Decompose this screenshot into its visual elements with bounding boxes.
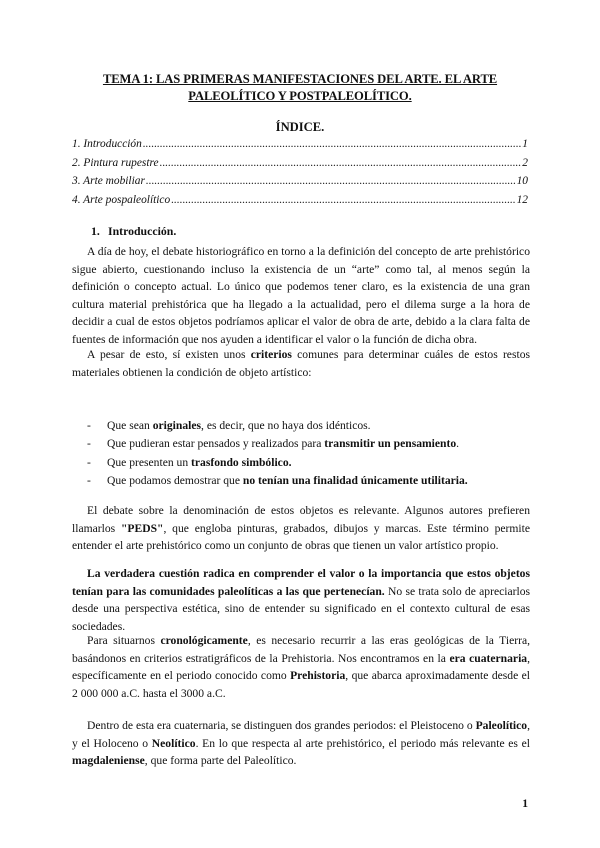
section-heading: [91, 224, 176, 239]
toc-leader-dots: [171, 194, 515, 206]
toc-leader-dots: [146, 175, 516, 187]
criteria-list: [72, 419, 530, 493]
toc-entry-label: 3. Arte mobiliar: [72, 175, 145, 188]
toc-leader-dots: [143, 138, 521, 150]
paragraph-value: La verdadera cuestión radica en comprender el valor o la importancia que estos objetos tenían para las comunidades paleolíticas a las que pertenecían. No se trata solo de apreciarlos desde una perspectiva estética, sino de entender su significado en el contexto cultural de esas sociedades.: [72, 567, 531, 633]
toc-entry-label: 2. Pintura rupestre: [72, 156, 159, 169]
toc-entry-label: 1. Introducción: [72, 138, 142, 150]
section-number: 1.: [91, 224, 100, 238]
list-item: - Que sean originales, es decir, que no haya dos idénticos.: [87, 419, 371, 432]
toc-entry-page: 2: [522, 156, 528, 169]
section-title: Introducción.: [108, 224, 177, 238]
table-of-contents: [72, 138, 528, 212]
toc-entry[interactable]: [72, 157, 528, 176]
list-item: - Que pudieran estar pensados y realizados para transmitir un pensamiento.: [87, 437, 460, 451]
toc-entry-page: 1: [522, 138, 528, 150]
list-item: - Que presenten un trasfondo simbólico.: [87, 455, 292, 469]
toc-entry[interactable]: [72, 194, 528, 213]
title-line-2: PALEOLÍTICO Y POSTPALEOLÍTICO.: [188, 89, 412, 103]
toc-entry[interactable]: [72, 175, 528, 194]
paragraph-chronology: Para situarnos cronológicamente, es necesario recurrir a las eras geológicas de la Tierra, basándonos en criterios estratigráficos de la Prehistoria. Nos encontramos en la era cuaternaria, específicamente en el periodo conocido como Prehistoria, que abarca aproximadamente desde el 2 000 000 a.C. hasta el 3000 a.C.: [72, 634, 530, 700]
toc-entry-page: 10: [516, 175, 528, 188]
page-number: 1: [522, 797, 528, 810]
paragraph-intro: A día de hoy, el debate historiográfico en torno a la definición del concepto de arte prehistórico sigue abierto, cuestionando incluso la existencia de un “arte” como tal, al menos según la definición o concepto actual. Lo único que podemos tener claro, es la existencia de una gran cultura material prehistórica que ha llegado a la actualidad, pero el dilema surge a la hora de decidir a cual de estos objetos podríamos aplicar el valor de obra de arte, debido a la clara falta de fuentes de información que nos ayuden a identificar el valor o la función de dicha obra.: [72, 245, 530, 346]
title-line-1: TEMA 1: LAS PRIMERAS MANIFESTACIONES DEL ARTE. EL ARTE: [102, 72, 498, 86]
paragraph-criteria: A pesar de esto, sí existen unos criterios comunes para determinar cuáles de estos restos materiales obtienen la condición de objeto artístico:: [72, 348, 530, 379]
list-item: - Que podamos demostrar que no tenían una finalidad únicamente utilitaria.: [87, 474, 468, 488]
toc-entry[interactable]: [72, 138, 528, 157]
toc-entry-label: 4. Arte pospaleolítico: [72, 193, 171, 206]
toc-entry-page: 12: [516, 193, 528, 206]
toc-leader-dots: [160, 157, 522, 169]
index-heading: ÍNDICE.: [275, 120, 325, 134]
paragraph-periods: Dentro de esta era cuaternaria, se distinguen dos grandes periodos: el Pleistoceno o Paleolítico, y el Holoceno o Neolítico. En lo que respecta al arte prehistórico, el periodo más relevante es el magdaleniense, que forma parte del Paleolítico.: [72, 719, 530, 768]
paragraph-peds: El debate sobre la denominación de estos objetos es relevante. Algunos autores prefieren llamarlos "PEDS", que engloba pinturas, grabados, dibujos y marcas. Este término permite entender el arte prehistórico como un conjunto de obras que tienen un valor artístico propio.: [72, 504, 530, 553]
document-title: [60, 71, 540, 105]
